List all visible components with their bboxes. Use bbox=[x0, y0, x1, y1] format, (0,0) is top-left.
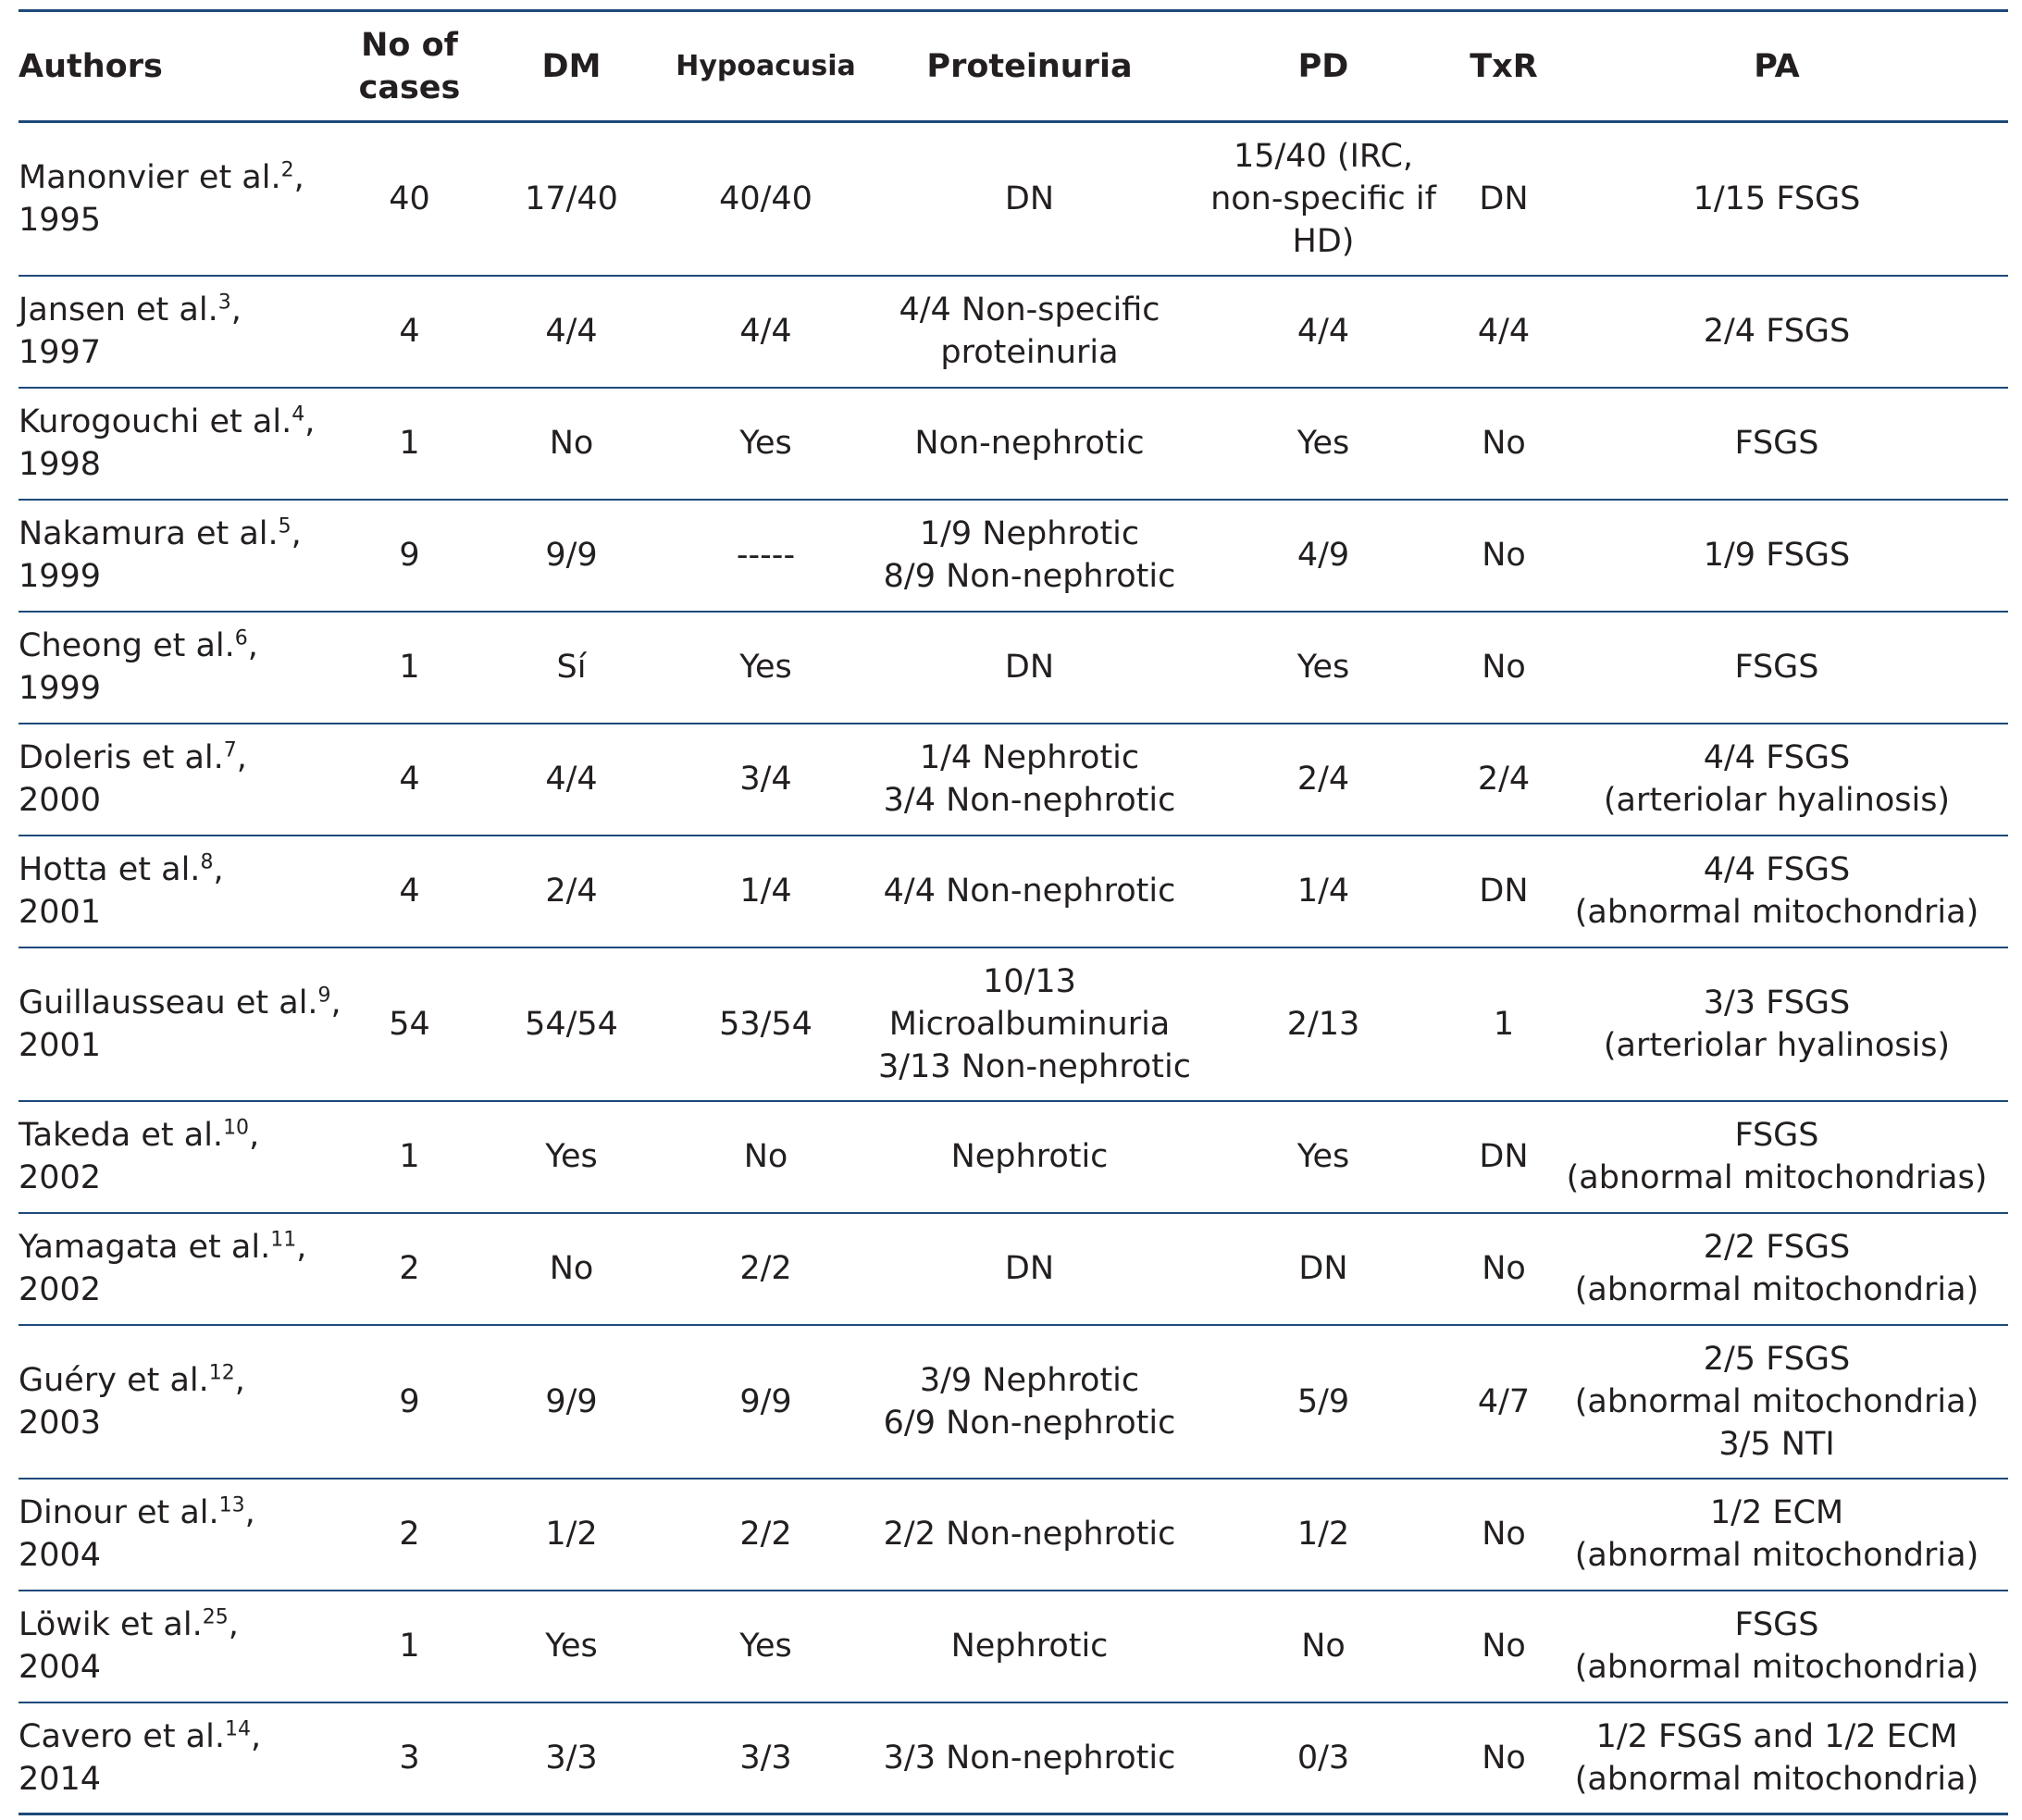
author-comma: , bbox=[250, 1717, 262, 1755]
cell-proteinuria bbox=[875, 724, 1185, 836]
cell-proteinuria-line: DN bbox=[1004, 180, 1055, 217]
cell-dm: 4/4 bbox=[486, 276, 657, 388]
cell-proteinuria-line: 3/13 Non-nephrotic bbox=[878, 1047, 1191, 1085]
cell-proteinuria-line: 4/4 Non-nephrotic bbox=[883, 873, 1176, 910]
table-row bbox=[19, 836, 2008, 947]
cell-pa-line: (abnormal mitochondria) bbox=[1574, 1760, 1979, 1798]
table-row bbox=[19, 947, 2008, 1101]
table-row bbox=[19, 1325, 2008, 1479]
cell-pa-line: 2/5 FSGS bbox=[1703, 1340, 1851, 1378]
cell-author bbox=[19, 612, 333, 724]
cell-pa-line: (abnormal mitochondrias) bbox=[1566, 1159, 1988, 1196]
author-name bbox=[19, 1359, 329, 1402]
cell-proteinuria bbox=[875, 1213, 1185, 1325]
author-comma: , bbox=[234, 1361, 245, 1399]
reference-number: 7 bbox=[223, 738, 237, 762]
header-proteinuria: Proteinuria bbox=[875, 11, 1185, 122]
cell-cases: 1 bbox=[333, 1101, 486, 1213]
cell-txr: 1 bbox=[1462, 947, 1545, 1101]
cell-cases: 9 bbox=[333, 500, 486, 612]
cell-pa-line: (arteriolar hyalinosis) bbox=[1603, 782, 1951, 819]
cell-hypoacusia: 2/2 bbox=[657, 1479, 875, 1591]
header-authors: Authors bbox=[19, 11, 333, 122]
cell-pa bbox=[1545, 388, 2008, 500]
cell-pd bbox=[1185, 1702, 1462, 1814]
cell-cases: 1 bbox=[333, 1591, 486, 1702]
cell-proteinuria-line: 10/13 bbox=[983, 962, 1076, 1000]
author-comma: , bbox=[244, 1494, 255, 1531]
header-no-of-cases bbox=[333, 11, 486, 122]
author-text: Kurogouchi et al. bbox=[19, 403, 292, 440]
cell-pa bbox=[1545, 500, 2008, 612]
reference-number: 8 bbox=[200, 850, 214, 874]
cell-pd bbox=[1185, 947, 1462, 1101]
cell-dm: Yes bbox=[486, 1101, 657, 1213]
cell-pa-line: (abnormal mitochondria) bbox=[1574, 1382, 1979, 1420]
publication-year: 1997 bbox=[19, 334, 102, 371]
author-name bbox=[19, 982, 341, 1024]
cell-proteinuria bbox=[875, 1479, 1185, 1591]
cell-dm: 54/54 bbox=[486, 947, 657, 1101]
cell-pd bbox=[1185, 388, 1462, 500]
author-comma: , bbox=[213, 851, 224, 888]
cell-pd bbox=[1185, 836, 1462, 947]
cell-txr: DN bbox=[1462, 122, 1545, 276]
header-no-of-cases-line-1: No of bbox=[361, 26, 458, 64]
table-row bbox=[19, 1591, 2008, 1702]
cell-txr: No bbox=[1462, 388, 1545, 500]
cell-proteinuria-line: 2/2 Non-nephrotic bbox=[883, 1516, 1176, 1553]
author-text: Manonvier et al. bbox=[19, 158, 281, 196]
cell-dm: 1/2 bbox=[486, 1479, 657, 1591]
author-comma: , bbox=[304, 403, 316, 440]
cell-pd-line: 2/13 bbox=[1286, 1005, 1360, 1043]
cell-pa bbox=[1545, 1591, 2008, 1702]
cell-txr: 4/4 bbox=[1462, 276, 1545, 388]
cell-pa-line: (abnormal mitochondria) bbox=[1574, 1537, 1979, 1574]
author-text: Hotta et al. bbox=[19, 851, 201, 888]
cell-pd bbox=[1185, 500, 1462, 612]
publication-year: 1998 bbox=[19, 446, 102, 483]
cell-author bbox=[19, 388, 333, 500]
cell-hypoacusia: 9/9 bbox=[657, 1325, 875, 1479]
cell-proteinuria-line: 1/4 Nephrotic bbox=[919, 739, 1140, 776]
cell-author bbox=[19, 1213, 333, 1325]
cell-pa bbox=[1545, 1325, 2008, 1479]
cell-author bbox=[19, 1479, 333, 1591]
cell-pd-line: 4/9 bbox=[1296, 537, 1350, 574]
reference-number: 11 bbox=[270, 1228, 297, 1252]
cell-pa-line: 4/4 FSGS bbox=[1703, 739, 1851, 776]
cell-pa-line: 1/2 FSGS and 1/2 ECM bbox=[1595, 1717, 1958, 1755]
publication-year: 2004 bbox=[19, 1649, 102, 1686]
cell-pd bbox=[1185, 276, 1462, 388]
cell-cases: 2 bbox=[333, 1479, 486, 1591]
cell-cases: 40 bbox=[333, 122, 486, 276]
cell-pa-line: 4/4 FSGS bbox=[1703, 851, 1851, 888]
table-row bbox=[19, 388, 2008, 500]
header-pa: PA bbox=[1545, 11, 2008, 122]
cell-proteinuria-line: Nephrotic bbox=[950, 1628, 1109, 1665]
author-text: Dinour et al. bbox=[19, 1494, 219, 1531]
header-row bbox=[19, 11, 2008, 122]
cell-txr: 2/4 bbox=[1462, 724, 1545, 836]
cell-dm: 17/40 bbox=[486, 122, 657, 276]
cell-author bbox=[19, 500, 333, 612]
author-text: Cheong et al. bbox=[19, 627, 235, 664]
cell-pa-line: 1/15 FSGS bbox=[1693, 180, 1861, 217]
cell-author bbox=[19, 836, 333, 947]
cell-author bbox=[19, 276, 333, 388]
author-text: Guéry et al. bbox=[19, 1361, 209, 1399]
cell-pa-line: (abnormal mitochondria) bbox=[1574, 1271, 1979, 1308]
cell-pa-line: 1/9 FSGS bbox=[1703, 537, 1851, 574]
author-comma: , bbox=[330, 984, 341, 1021]
cell-hypoacusia: 3/3 bbox=[657, 1702, 875, 1814]
cell-hypoacusia: No bbox=[657, 1101, 875, 1213]
author-text: Jansen et al. bbox=[19, 291, 218, 328]
cell-proteinuria bbox=[875, 1101, 1185, 1213]
cell-hypoacusia: ----- bbox=[657, 500, 875, 612]
publication-year: 1995 bbox=[19, 201, 102, 239]
header-dm: DM bbox=[486, 11, 657, 122]
cell-pd-line: 1/2 bbox=[1296, 1516, 1350, 1553]
table-body bbox=[19, 122, 2008, 1814]
publication-year: 2001 bbox=[19, 894, 102, 931]
table-row bbox=[19, 500, 2008, 612]
reference-number: 2 bbox=[280, 158, 294, 182]
cell-proteinuria bbox=[875, 388, 1185, 500]
table-row bbox=[19, 612, 2008, 724]
cell-cases: 4 bbox=[333, 724, 486, 836]
author-text: Doleris et al. bbox=[19, 739, 224, 776]
author-name bbox=[19, 289, 329, 331]
cell-author bbox=[19, 1101, 333, 1213]
cell-dm: 3/3 bbox=[486, 1702, 657, 1814]
cell-cases: 2 bbox=[333, 1213, 486, 1325]
author-name bbox=[19, 848, 329, 891]
cell-hypoacusia: 2/2 bbox=[657, 1213, 875, 1325]
cell-proteinuria-line: 3/4 Non-nephrotic bbox=[883, 782, 1176, 819]
publication-year: 2002 bbox=[19, 1271, 102, 1308]
reference-number: 4 bbox=[292, 402, 305, 427]
cell-pd-line: Yes bbox=[1296, 649, 1350, 686]
cell-proteinuria bbox=[875, 1325, 1185, 1479]
cell-cases: 4 bbox=[333, 836, 486, 947]
cell-pa bbox=[1545, 724, 2008, 836]
cell-pa-line: (arteriolar hyalinosis) bbox=[1603, 1026, 1951, 1064]
cell-txr: DN bbox=[1462, 836, 1545, 947]
table-row bbox=[19, 1479, 2008, 1591]
cell-hypoacusia: Yes bbox=[657, 612, 875, 724]
header-hypoacusia: Hypoacusia bbox=[657, 11, 875, 122]
cell-proteinuria-line: 8/9 Non-nephrotic bbox=[883, 558, 1176, 595]
cell-author bbox=[19, 1591, 333, 1702]
cell-proteinuria bbox=[875, 947, 1191, 1101]
cell-pd bbox=[1185, 1325, 1462, 1479]
cell-txr: No bbox=[1462, 1479, 1545, 1591]
cell-txr: No bbox=[1462, 500, 1545, 612]
cell-pd-line: 15/40 (IRC, bbox=[1233, 137, 1414, 175]
cell-proteinuria bbox=[875, 500, 1185, 612]
case-table bbox=[19, 9, 2008, 1815]
publication-year: 1999 bbox=[19, 670, 102, 707]
author-comma: , bbox=[293, 158, 304, 196]
cell-proteinuria-line: DN bbox=[1004, 1250, 1055, 1287]
cell-txr: DN bbox=[1462, 1101, 1545, 1213]
author-text: Löwik et al. bbox=[19, 1606, 203, 1643]
author-text: Cavero et al. bbox=[19, 1717, 225, 1755]
author-comma: , bbox=[291, 515, 302, 552]
table-row bbox=[19, 1213, 2008, 1325]
cell-pd-line: 2/4 bbox=[1296, 761, 1350, 798]
cell-proteinuria-line: 1/9 Nephrotic bbox=[919, 515, 1140, 552]
cell-dm: No bbox=[486, 1213, 657, 1325]
cell-txr: 4/7 bbox=[1462, 1325, 1545, 1479]
cell-pa bbox=[1545, 1479, 2008, 1591]
author-name bbox=[19, 1114, 329, 1157]
reference-number: 9 bbox=[317, 983, 331, 1007]
cell-proteinuria-line: 4/4 Non-specific bbox=[899, 291, 1160, 328]
cell-pd bbox=[1185, 612, 1462, 724]
cell-pd-line: Yes bbox=[1296, 1138, 1350, 1175]
cell-pd-line: non-specific if bbox=[1210, 180, 1436, 217]
author-comma: , bbox=[230, 291, 242, 328]
author-name bbox=[19, 1715, 329, 1758]
author-comma: , bbox=[228, 1606, 239, 1643]
cell-txr: No bbox=[1462, 1213, 1545, 1325]
cell-proteinuria-line: 3/9 Nephrotic bbox=[919, 1361, 1140, 1399]
header-txr: TxR bbox=[1462, 11, 1545, 122]
cell-proteinuria bbox=[875, 1591, 1185, 1702]
author-name bbox=[19, 156, 329, 199]
cell-txr: No bbox=[1462, 1591, 1545, 1702]
cell-dm: 4/4 bbox=[486, 724, 657, 836]
cell-pd-line: 0/3 bbox=[1296, 1739, 1350, 1777]
cell-txr: No bbox=[1462, 1702, 1545, 1814]
reference-number: 25 bbox=[202, 1605, 229, 1629]
cell-proteinuria bbox=[875, 836, 1185, 947]
author-comma: , bbox=[236, 739, 247, 776]
cell-pa-line: (abnormal mitochondria) bbox=[1574, 1649, 1979, 1686]
cell-proteinuria-line: 6/9 Non-nephrotic bbox=[883, 1404, 1176, 1442]
cell-hypoacusia: 1/4 bbox=[657, 836, 875, 947]
publication-year: 2001 bbox=[19, 1026, 102, 1064]
cell-pa-line: 2/4 FSGS bbox=[1703, 313, 1851, 350]
cell-pd-line: 5/9 bbox=[1296, 1382, 1350, 1420]
header-pd: PD bbox=[1185, 11, 1462, 122]
cell-proteinuria bbox=[875, 276, 1185, 388]
cell-pd-line: Yes bbox=[1296, 425, 1350, 462]
cell-hypoacusia: Yes bbox=[657, 388, 875, 500]
cell-proteinuria-line: Non-nephrotic bbox=[914, 425, 1145, 462]
cell-pd bbox=[1185, 1479, 1462, 1591]
cell-author bbox=[19, 947, 341, 1101]
cell-proteinuria bbox=[875, 1702, 1185, 1814]
cell-pa-line: FSGS bbox=[1734, 425, 1819, 462]
cell-dm: Sí bbox=[486, 612, 657, 724]
author-text: Nakamura et al. bbox=[19, 515, 279, 552]
table-row bbox=[19, 724, 2008, 836]
cell-pa-line: 2/2 FSGS bbox=[1703, 1229, 1851, 1266]
cell-pa-line: FSGS bbox=[1734, 1606, 1819, 1643]
cell-pd bbox=[1185, 1591, 1462, 1702]
table-row bbox=[19, 1101, 2008, 1213]
cell-cases: 4 bbox=[333, 276, 486, 388]
author-comma: , bbox=[247, 627, 258, 664]
author-comma: , bbox=[249, 1117, 260, 1154]
cell-author bbox=[19, 724, 333, 836]
author-name bbox=[19, 1492, 329, 1534]
cell-hypoacusia: 53/54 bbox=[657, 947, 875, 1101]
cell-pa bbox=[1545, 122, 2008, 276]
case-table-container bbox=[19, 9, 2008, 1815]
cell-pa-line: 3/5 NTI bbox=[1718, 1425, 1835, 1463]
cell-author bbox=[19, 1325, 333, 1479]
cell-pa bbox=[1545, 836, 2008, 947]
cell-dm: 2/4 bbox=[486, 836, 657, 947]
publication-year: 2000 bbox=[19, 782, 102, 819]
cell-pa bbox=[1545, 1101, 2008, 1213]
cell-hypoacusia: 40/40 bbox=[657, 122, 875, 276]
reference-number: 13 bbox=[218, 1493, 245, 1517]
publication-year: 2003 bbox=[19, 1404, 102, 1442]
cell-pa-line: 3/3 FSGS bbox=[1703, 984, 1851, 1021]
author-name bbox=[19, 401, 329, 443]
cell-pd bbox=[1185, 1213, 1462, 1325]
publication-year: 2002 bbox=[19, 1159, 102, 1196]
cell-proteinuria-line: Microalbuminuria bbox=[888, 1005, 1171, 1043]
cell-cases: 1 bbox=[333, 612, 486, 724]
cell-pa-line: FSGS bbox=[1734, 1117, 1819, 1154]
cell-pd-line: No bbox=[1301, 1628, 1346, 1665]
cell-pd bbox=[1185, 724, 1462, 836]
cell-pa-line: FSGS bbox=[1734, 649, 1819, 686]
reference-number: 12 bbox=[208, 1360, 235, 1384]
cell-proteinuria bbox=[875, 612, 1185, 724]
author-text: Takeda et al. bbox=[19, 1117, 224, 1154]
cell-pa bbox=[1545, 276, 2008, 388]
author-name bbox=[19, 625, 329, 667]
author-text: Yamagata et al. bbox=[19, 1229, 271, 1266]
table-row bbox=[19, 1702, 2008, 1814]
cell-pd bbox=[1185, 1101, 1462, 1213]
cell-pa bbox=[1545, 1702, 2008, 1814]
cell-dm: 9/9 bbox=[486, 500, 657, 612]
cell-cases: 9 bbox=[333, 1325, 486, 1479]
cell-pa-line: (abnormal mitochondria) bbox=[1574, 894, 1979, 931]
cell-pa bbox=[1545, 947, 2008, 1101]
cell-hypoacusia: 4/4 bbox=[657, 276, 875, 388]
publication-year: 2014 bbox=[19, 1760, 102, 1798]
cell-pd-line: 4/4 bbox=[1296, 313, 1350, 350]
cell-hypoacusia: 3/4 bbox=[657, 724, 875, 836]
reference-number: 10 bbox=[223, 1116, 250, 1140]
reference-number: 14 bbox=[224, 1717, 251, 1741]
cell-dm: No bbox=[486, 388, 657, 500]
author-name bbox=[19, 737, 329, 779]
author-name bbox=[19, 1226, 329, 1269]
cell-pd-line: HD) bbox=[1292, 222, 1355, 260]
table-row bbox=[19, 122, 2008, 276]
publication-year: 1999 bbox=[19, 558, 102, 595]
reference-number: 5 bbox=[278, 514, 292, 539]
cell-proteinuria bbox=[875, 122, 1185, 276]
cell-txr: No bbox=[1462, 612, 1545, 724]
cell-proteinuria-line: proteinuria bbox=[940, 334, 1119, 371]
cell-cases: 3 bbox=[333, 1702, 486, 1814]
cell-dm: Yes bbox=[486, 1591, 657, 1702]
author-name bbox=[19, 1603, 329, 1646]
cell-pd-line: 1/4 bbox=[1296, 873, 1350, 910]
cell-pd-line: DN bbox=[1298, 1250, 1348, 1287]
cell-pa-line: 1/2 ECM bbox=[1709, 1494, 1844, 1531]
header-no-of-cases-line-2: cases bbox=[358, 68, 461, 106]
author-comma: , bbox=[296, 1229, 307, 1266]
publication-year: 2004 bbox=[19, 1537, 102, 1574]
cell-author bbox=[19, 1702, 333, 1814]
cell-hypoacusia: Yes bbox=[657, 1591, 875, 1702]
cell-cases: 1 bbox=[333, 388, 486, 500]
cell-pa bbox=[1545, 1213, 2008, 1325]
cell-proteinuria-line: 3/3 Non-nephrotic bbox=[883, 1739, 1176, 1777]
table-row bbox=[19, 276, 2008, 388]
cell-cases: 54 bbox=[333, 947, 486, 1101]
cell-pa bbox=[1545, 612, 2008, 724]
cell-pd bbox=[1185, 122, 1462, 276]
cell-dm: 9/9 bbox=[486, 1325, 657, 1479]
cell-proteinuria-line: Nephrotic bbox=[950, 1138, 1109, 1175]
author-name bbox=[19, 513, 329, 555]
reference-number: 3 bbox=[217, 291, 231, 315]
reference-number: 6 bbox=[234, 626, 248, 650]
cell-author bbox=[19, 122, 333, 276]
cell-proteinuria-line: DN bbox=[1004, 649, 1055, 686]
author-text: Guillausseau et al. bbox=[19, 984, 318, 1021]
